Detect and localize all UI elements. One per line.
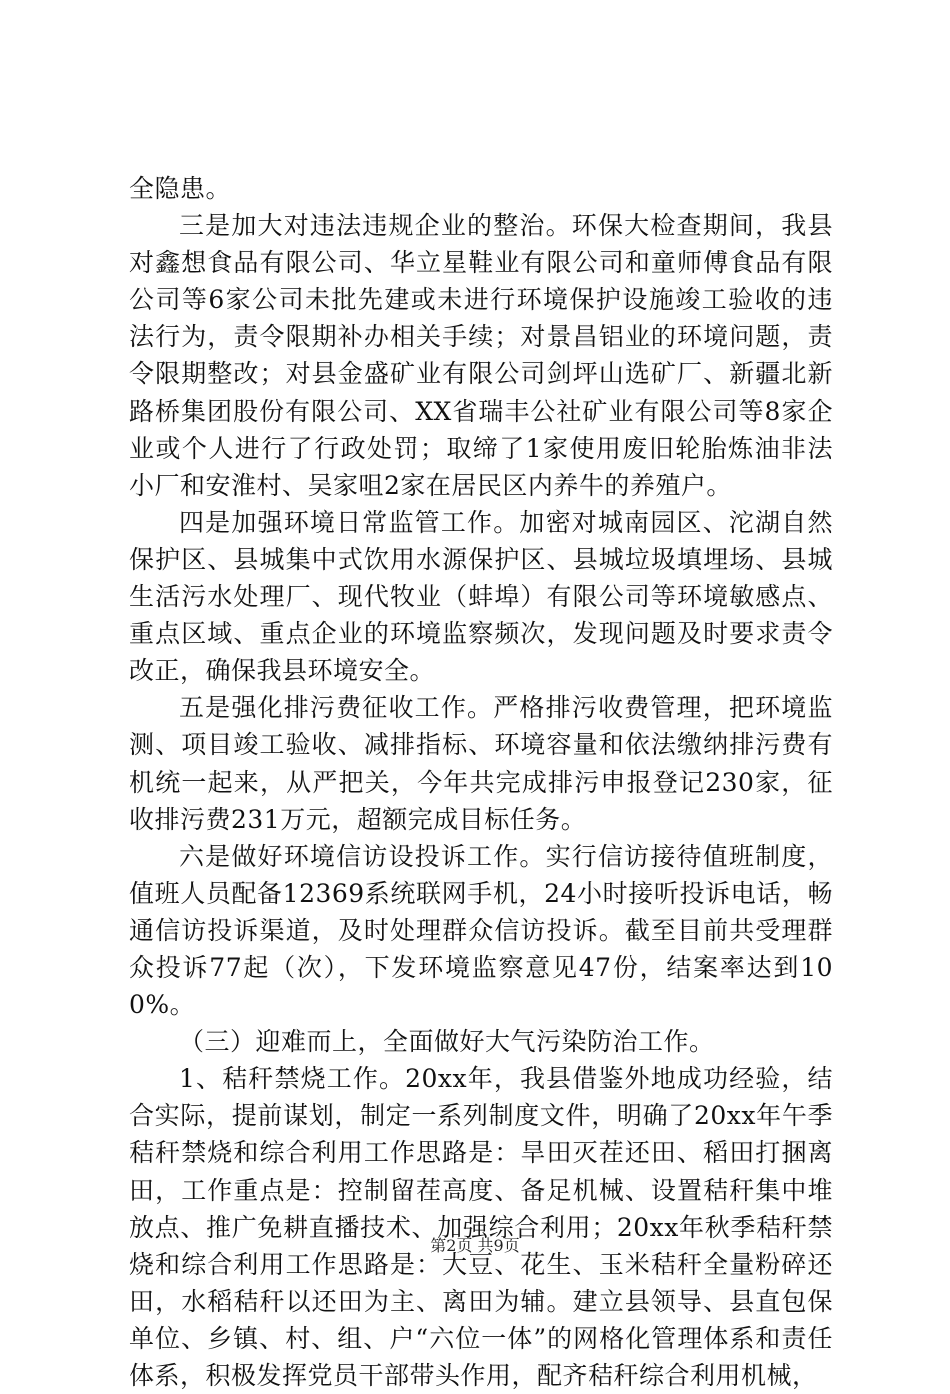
paragraph-item-six: 六是做好环境信访设投诉工作。实行信访接待值班制度，值班人员配备12369系统联网手机，24小时接听投诉电话，畅通信访投诉渠道，及时处理群众信访投诉。截至目前共受理群众投诉77起（次），下发环境监察意见47份，结案率达到100%。 (129, 841, 833, 1020)
paragraph-item-five: 五是强化排污费征收工作。严格排污收费管理，把环境监测、项目竣工验收、减排指标、环境容量和依法缴纳排污费有机统一起来，从严把关，今年共完成排污申报登记230家，征收排污费231万元，超额完成目标任务。 (129, 693, 833, 834)
section-heading-three: （三）迎难而上，全面做好大气污染防治工作。 (179, 1027, 715, 1057)
paragraph-continuation: 全隐患。 (129, 174, 232, 203)
page-footer: 第2页 共9页 (430, 1236, 520, 1255)
paragraph-item-four: 四是加强环境日常监管工作。加密对城南园区、沱湖自然保护区、县城集中式饮用水源保护区、县城垃圾填埋场、县城生活污水处理厂、现代牧业（蚌埠）有限公司等环境敏感点、重点区域、重点企业的环境监察频次，发现问题及时要求责令改正，确保我县环境安全。 (129, 507, 833, 686)
paragraph-straw-burning: 1、秸秆禁烧工作。20xx年，我县借鉴外地成功经验，结合实际，提前谋划，制定一系列制度文件，明确了20xx年午季秸秆禁烧和综合利用工作思路是：旱田灭茬还田、稻田打捆离田，工作重点是：控制留茬高度、备足机械、设置秸秆集中堆放点、推广免耕直播技术、加强综合利用；20xx年秋季秸秆禁烧和综合利用工作思路是：大豆、花生、玉米秸秆全量粉碎还田，水稻秸秆以还田为主、离田为辅。建立县领导、县直包保单位、乡镇、村、组、户“六位一体”的网格化管理体系和责任体系，积极发挥党员干部带头作用，配齐秸秆综合利用机械， (129, 1064, 833, 1390)
document-body (129, 170, 833, 1394)
paragraph-item-three: 三是加大对违法违规企业的整治。环保大检查期间，我县对鑫想食品有限公司、华立星鞋业有限公司和童师傅食品有限公司等6家公司未批先建或未进行环境保护设施竣工验收的违法行为，责令限期补办相关手续；对景昌铝业的环境问题，责令限期整改；对县金盛矿业有限公司剑坪山选矿厂、新疆北新路桥集团股份有限公司、XX省瑞丰公社矿业有限公司等8家企业或个人进行了行政处罚；取缔了1家使用废旧轮胎炼油非法小厂和安淮村、吴家咀2家在居民区内养牛的养殖户。 (129, 211, 833, 500)
